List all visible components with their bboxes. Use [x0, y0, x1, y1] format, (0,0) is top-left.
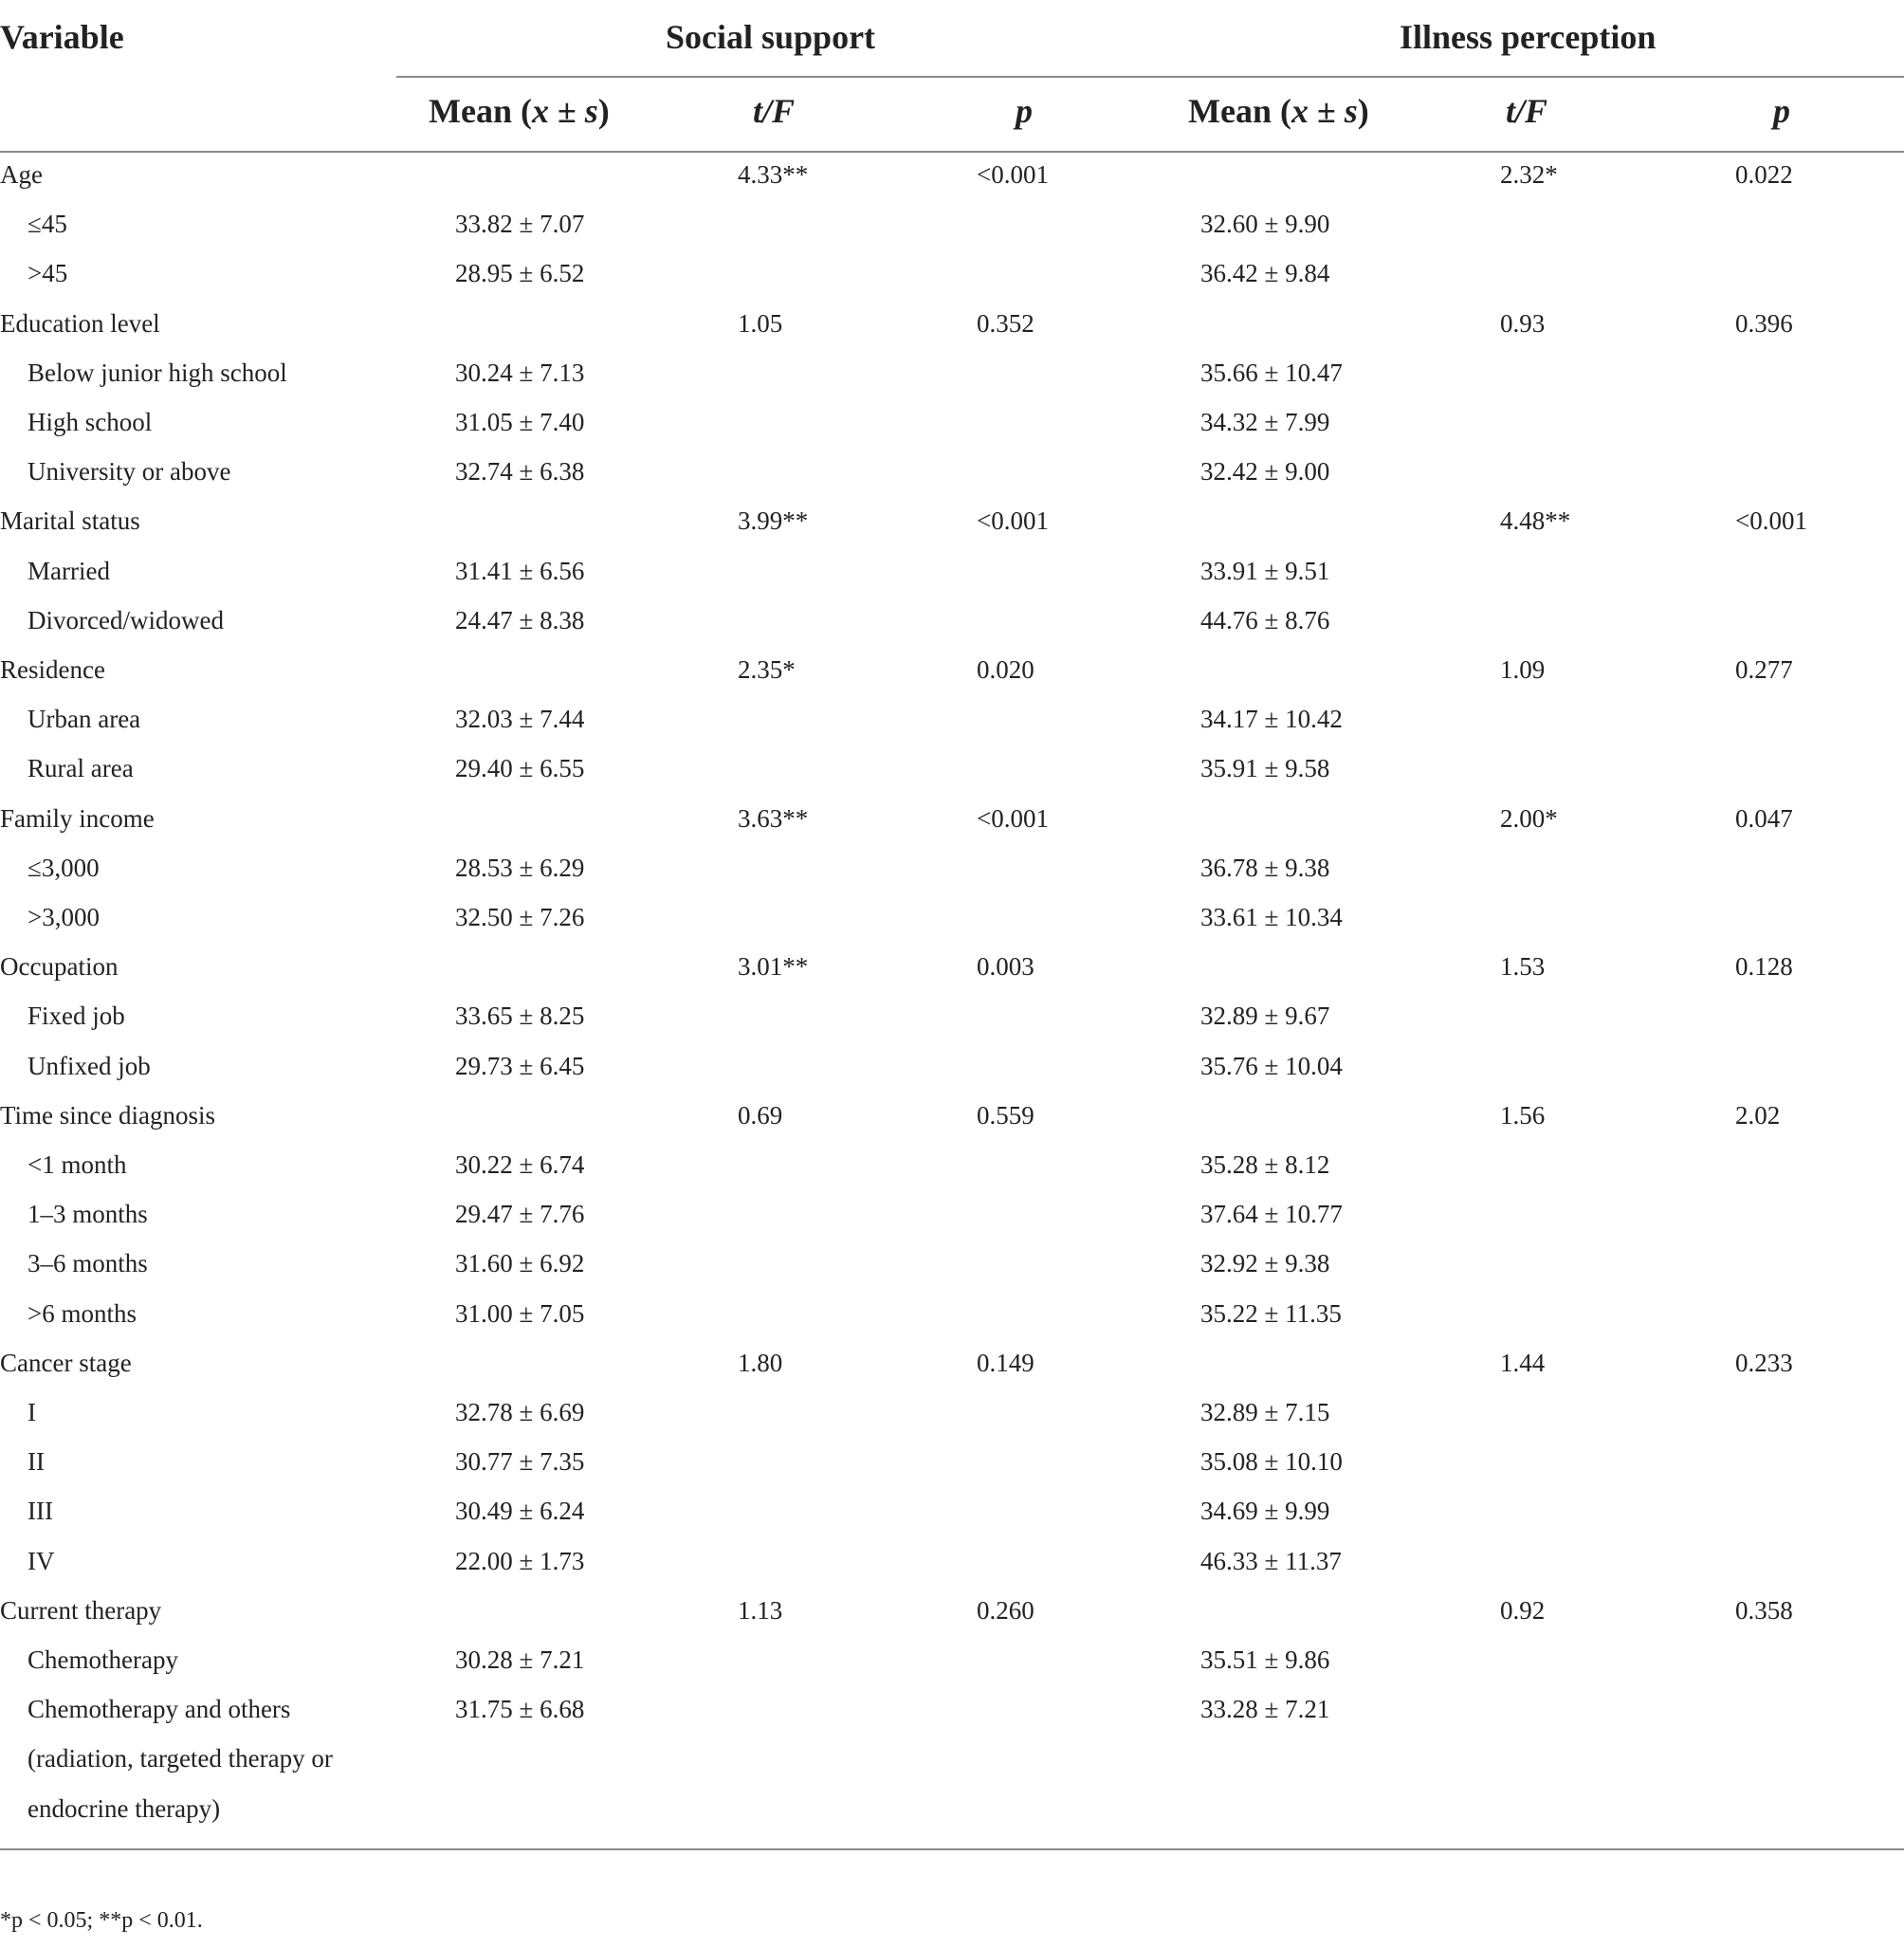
- illness-perception-p: 0.022: [1735, 160, 1793, 189]
- row-label: II: [27, 1447, 45, 1477]
- row-label: Residence: [0, 655, 105, 684]
- row-label: (radiation, targeted therapy or: [27, 1744, 333, 1773]
- row-label: Married: [27, 556, 110, 585]
- social-support-mean: 33.65 ± 8.25: [455, 1002, 585, 1031]
- row-label: Divorced/widowed: [27, 605, 224, 634]
- social-support-mean: 28.53 ± 6.29: [455, 853, 585, 882]
- social-support-tf: 4.33**: [738, 160, 809, 189]
- social-support-tf: 3.01**: [738, 952, 809, 982]
- row-label: Unfixed job: [27, 1051, 151, 1080]
- header-ss-p: p: [1016, 92, 1033, 130]
- illness-perception-tf: 1.53: [1500, 952, 1546, 982]
- illness-perception-mean: 34.17 ± 10.42: [1200, 705, 1343, 734]
- table-row: [0, 1437, 1904, 1486]
- group-rule: [396, 76, 1904, 78]
- table-row: [0, 1486, 1904, 1535]
- social-support-mean: 28.95 ± 6.52: [455, 259, 585, 288]
- header-ss-mean: Mean (x ± s): [429, 92, 610, 130]
- illness-perception-mean: 32.60 ± 9.90: [1200, 210, 1330, 239]
- row-label: 1–3 months: [27, 1200, 148, 1229]
- social-support-mean: 24.47 ± 8.38: [455, 605, 585, 634]
- illness-perception-mean: 36.42 ± 9.84: [1200, 259, 1330, 288]
- table-row: [0, 744, 1904, 793]
- social-support-p: 0.559: [977, 1100, 1034, 1130]
- row-label: Cancer stage: [0, 1348, 132, 1377]
- social-support-tf: 1.05: [738, 308, 783, 338]
- illness-perception-mean: 33.91 ± 9.51: [1200, 556, 1330, 585]
- social-support-p: <0.001: [977, 803, 1049, 833]
- header-ss-tf: t/F: [753, 92, 796, 130]
- row-label: Time since diagnosis: [0, 1100, 216, 1130]
- social-support-tf: 3.63**: [738, 803, 809, 833]
- row-label: ≤45: [27, 210, 67, 239]
- table-row: [0, 1586, 1904, 1635]
- row-label: Urban area: [27, 705, 141, 734]
- table-row: [0, 1140, 1904, 1189]
- social-support-mean: 30.77 ± 7.35: [455, 1447, 585, 1477]
- row-label: <1 month: [27, 1150, 127, 1179]
- social-support-p: 0.003: [977, 952, 1034, 982]
- header-ip-mean: Mean (x ± s): [1188, 92, 1369, 130]
- row-label: University or above: [27, 457, 231, 487]
- header-ip-tf: t/F: [1506, 92, 1548, 130]
- row-label: Current therapy: [0, 1595, 162, 1625]
- table-row: [0, 150, 1904, 199]
- social-support-mean: 31.00 ± 7.05: [455, 1298, 585, 1328]
- table-row: [0, 397, 1904, 447]
- table-row: [0, 299, 1904, 348]
- illness-perception-p: 0.358: [1735, 1595, 1793, 1625]
- table-row: [0, 199, 1904, 248]
- social-support-mean: 29.40 ± 6.55: [455, 754, 585, 783]
- illness-perception-mean: 33.61 ± 10.34: [1200, 903, 1343, 931]
- social-support-p: 0.260: [977, 1595, 1034, 1625]
- social-support-mean: 32.03 ± 7.44: [455, 705, 585, 734]
- table-row: [0, 496, 1904, 545]
- illness-perception-mean: 34.69 ± 9.99: [1200, 1497, 1330, 1526]
- social-support-tf: 1.80: [738, 1348, 783, 1377]
- table-row: [0, 1338, 1904, 1387]
- social-support-mean: 29.73 ± 6.45: [455, 1051, 585, 1080]
- illness-perception-mean: 35.22 ± 11.35: [1200, 1298, 1342, 1328]
- social-support-mean: 31.60 ± 6.92: [455, 1249, 585, 1278]
- illness-perception-p: 0.233: [1735, 1348, 1793, 1377]
- header-variable: Variable: [0, 18, 124, 56]
- illness-perception-tf: 1.56: [1500, 1100, 1546, 1130]
- social-support-mean: 32.74 ± 6.38: [455, 457, 585, 487]
- table-row: [0, 1041, 1904, 1091]
- social-support-mean: 30.49 ± 6.24: [455, 1497, 585, 1526]
- illness-perception-p: 2.02: [1735, 1100, 1781, 1130]
- row-label: I: [27, 1398, 36, 1426]
- table-row: [0, 942, 1904, 991]
- illness-perception-tf: 2.00*: [1500, 803, 1558, 833]
- table-row: [0, 843, 1904, 892]
- social-support-tf: 3.99**: [738, 506, 809, 536]
- table-row: [0, 1387, 1904, 1437]
- illness-perception-p: <0.001: [1735, 506, 1807, 536]
- row-label: Fixed job: [27, 1002, 125, 1031]
- row-label: IV: [27, 1546, 55, 1575]
- social-support-p: 0.020: [977, 655, 1034, 684]
- table-row: [0, 1635, 1904, 1684]
- social-support-p: <0.001: [977, 506, 1049, 536]
- illness-perception-mean: 35.51 ± 9.86: [1200, 1645, 1330, 1674]
- social-support-mean: 32.78 ± 6.69: [455, 1398, 585, 1426]
- table-row: [0, 1289, 1904, 1338]
- table-row: [0, 1784, 1904, 1833]
- illness-perception-tf: 4.48**: [1500, 506, 1571, 536]
- illness-perception-mean: 35.08 ± 10.10: [1200, 1447, 1343, 1477]
- social-support-p: <0.001: [977, 160, 1049, 189]
- table-row: [0, 645, 1904, 694]
- social-support-tf: 2.35*: [738, 655, 796, 684]
- row-label: Below junior high school: [27, 358, 287, 387]
- social-support-tf: 0.69: [738, 1100, 783, 1130]
- illness-perception-tf: 0.92: [1500, 1595, 1546, 1625]
- table-row: [0, 546, 1904, 596]
- illness-perception-p: 0.277: [1735, 655, 1793, 684]
- header-illness-perception: Illness perception: [1400, 18, 1657, 56]
- row-label: Family income: [0, 803, 155, 833]
- illness-perception-mean: 34.32 ± 7.99: [1200, 408, 1330, 436]
- row-label: 3–6 months: [27, 1249, 148, 1278]
- row-label: >3,000: [27, 903, 100, 931]
- table-row: [0, 1734, 1904, 1783]
- table-row: [0, 447, 1904, 496]
- social-support-p: 0.149: [977, 1348, 1034, 1377]
- header-social-support: Social support: [666, 18, 876, 56]
- social-support-mean: 22.00 ± 1.73: [455, 1546, 585, 1575]
- table-row: [0, 892, 1904, 942]
- illness-perception-mean: 36.78 ± 9.38: [1200, 853, 1330, 882]
- social-support-mean: 33.82 ± 7.07: [455, 210, 585, 239]
- illness-perception-mean: 32.89 ± 7.15: [1200, 1398, 1330, 1426]
- table-row: [0, 1239, 1904, 1288]
- social-support-mean: 32.50 ± 7.26: [455, 903, 585, 931]
- table-row: [0, 348, 1904, 397]
- header-ip-p: p: [1773, 92, 1790, 130]
- row-label: >45: [27, 259, 68, 288]
- illness-perception-mean: 32.89 ± 9.67: [1200, 1002, 1330, 1031]
- illness-perception-mean: 35.91 ± 9.58: [1200, 754, 1330, 783]
- social-support-mean: 30.22 ± 6.74: [455, 1150, 585, 1179]
- table-row: [0, 596, 1904, 645]
- social-support-mean: 29.47 ± 7.76: [455, 1200, 585, 1229]
- illness-perception-mean: 35.76 ± 10.04: [1200, 1051, 1343, 1080]
- illness-perception-mean: 44.76 ± 8.76: [1200, 605, 1330, 634]
- social-support-mean: 30.28 ± 7.21: [455, 1645, 585, 1674]
- row-label: ≤3,000: [27, 853, 100, 882]
- row-label: III: [27, 1497, 53, 1526]
- table-row: [0, 248, 1904, 298]
- illness-perception-mean: 35.66 ± 10.47: [1200, 358, 1343, 387]
- row-label: Age: [0, 160, 43, 189]
- illness-perception-tf: 0.93: [1500, 308, 1546, 338]
- table-row: [0, 1091, 1904, 1140]
- row-label: Marital status: [0, 506, 140, 536]
- social-support-mean: 31.41 ± 6.56: [455, 556, 585, 585]
- illness-perception-p: 0.128: [1735, 952, 1793, 982]
- social-support-p: 0.352: [977, 308, 1034, 338]
- row-label: Chemotherapy and others: [27, 1695, 291, 1724]
- illness-perception-mean: 32.42 ± 9.00: [1200, 457, 1330, 487]
- illness-perception-tf: 1.09: [1500, 655, 1546, 684]
- social-support-mean: 31.05 ± 7.40: [455, 408, 585, 436]
- table-row: [0, 1684, 1904, 1734]
- row-label: Education level: [0, 308, 160, 338]
- social-support-mean: 31.75 ± 6.68: [455, 1695, 585, 1724]
- social-support-mean: 30.24 ± 7.13: [455, 358, 585, 387]
- row-label: endocrine therapy): [27, 1793, 221, 1823]
- illness-perception-mean: 33.28 ± 7.21: [1200, 1695, 1330, 1724]
- table-row: [0, 991, 1904, 1040]
- row-label: High school: [27, 408, 153, 436]
- illness-perception-p: 0.396: [1735, 308, 1793, 338]
- table-row: [0, 1536, 1904, 1586]
- illness-perception-p: 0.047: [1735, 803, 1793, 833]
- row-label: Rural area: [27, 754, 134, 783]
- table-row: [0, 794, 1904, 843]
- illness-perception-mean: 35.28 ± 8.12: [1200, 1150, 1330, 1179]
- bottom-rule: [0, 1848, 1904, 1850]
- illness-perception-mean: 32.92 ± 9.38: [1200, 1249, 1330, 1278]
- table-row: [0, 694, 1904, 744]
- illness-perception-mean: 37.64 ± 10.77: [1200, 1200, 1343, 1229]
- table-row: [0, 1189, 1904, 1239]
- row-label: >6 months: [27, 1298, 137, 1328]
- row-label: Occupation: [0, 952, 119, 982]
- illness-perception-tf: 2.32*: [1500, 160, 1558, 189]
- illness-perception-tf: 1.44: [1500, 1348, 1546, 1377]
- row-label: Chemotherapy: [27, 1645, 178, 1674]
- illness-perception-mean: 46.33 ± 11.37: [1200, 1546, 1342, 1575]
- social-support-tf: 1.13: [738, 1595, 783, 1625]
- footnote: *p < 0.05; **p < 0.01.: [0, 1908, 203, 1933]
